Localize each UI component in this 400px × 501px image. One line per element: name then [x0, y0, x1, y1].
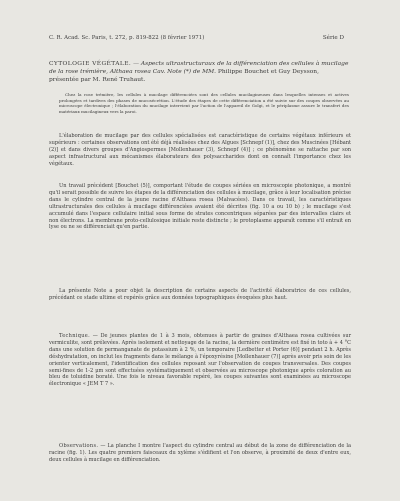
paragraph-text: Un travail précédent [Bouchet (5)], comportant l'étude de coupes sériées en microscopie photonique, a montré qu'il serait possible de suivre les étapes de la différenciation des cellules à mucilage, grâce à leur localisation précise dans le cylindre central de la jeune racine d'Althaea rosea (Malvacées). Dans ce travail, les caractéristiques ultrastructurales des cellules à mucilage différenciées avaient été décrites (fig. 10 a ou 10 b) ; le mucilage s'est accumulé dans l'espace cellulaire initial sous forme de strates concentriques séparées par des intervalles clairs et non électrons. La membrane proto-cellulosique initiale reste distincte ; le protoplasme apparaît comme s'il entrait en lyse ou ne se différenciait qu'en partie.: [49, 183, 351, 231]
paragraph-text: [49, 333, 351, 388]
paragraph-body: — La planche I montre l'aspect du cylindre central au début de la zone de différenciation de la racine (fig. 1). Les quatre premiers faisceaux du xylème s'édifient et l'on observe, à proximité de deux d'entre eux, deux cellules à mucilage en différenciation.: [49, 443, 351, 463]
abstract-text: Chez la rose trémière, les cellules à mucilage différenciées sont des cellules mucilagineuses dans lesquelles intenses et actives prolongées et tardives des phases de mucosécrétion. L'étude des étapes de cette différenciation a été suivie sur des coupes observées au microscope électronique ; l'élaboration du mucilage intervient par l'action de l'appareil de Golgi, et le périplasme assure le transfert des matériaux mucilagineux vers la paroi.: [59, 92, 349, 114]
paragraph-previous-work: [49, 183, 351, 233]
journal-citation: C. R. Acad. Sc. Paris, t. 272, p. 819-822 (8 février 1971): [49, 35, 205, 41]
paragraph-purpose: [49, 288, 351, 304]
paragraph-text: La présente Note a pour objet la description de certains aspects de l'activité élaboratrice de ces cellules, précédant ce stade ultime et repérés grâce aux données topographiques évoquées plus haut.: [49, 288, 351, 301]
series-label: Série D: [322, 35, 344, 41]
paragraph-observations: [49, 443, 351, 466]
abstract: [59, 92, 349, 114]
paragraph-body: — De jeunes plantes de 1 à 3 mois, obtenues à partir de graines d'Althaea rosea cultivées sur vermiculite, sont prélevées. Après isolement et nettoyage de la racine, la dernière centimètre est fixé in toto à + 4 °C dans une solution de permanganate de potassium à 2 %, un temporaire [Ledbetter et Porter (6)] pendant 2 h. Après déshydratation, on inclut les fragments dans le mélange à l'époxyrésine [Mollenhauer (7)] après avoir pris soin de les orienter verticalement, l'identification des cellules reposant sur l'observation de coupes transversales. Des coupes semi-fines de 1-2 μm sont effectuées systématiquement et observées au microscope photonique après coloration au bleu de toluidine boraté. Une fois le niveau favorable repéré, les coupes suivantes sont examinées au microscope électronique « JEM T 7 ».: [49, 333, 351, 388]
article-authors: Philippe Bouchet et Guy Deysson, présentée par M. René Truhaut.: [49, 69, 319, 84]
paragraph-intro: [49, 133, 351, 170]
paragraph-text: L'élaboration de mucilage par des cellules spécialisées est caractéristique de certains végétaux inférieurs et supérieurs : certaines observations ont été déjà réalisées chez des Algues [Schnepf (1)], chez des Muscinées [Hébant (2)] et dans divers groupes d'Angiospermes [Mollenhauer (3), Schnepf (4)] ; ce phénomène se rattache par son aspect infrastructural aux mécanismes élaborateurs des polysaccharides dont on connaît l'importance chez les végétaux.: [49, 133, 351, 167]
article-title: — Aspects ultrastructuraux de la différenciation des cellules à mucilage de la rose trémière, Althaea rosea Cav. Note (*) de MM.: [49, 61, 349, 76]
paragraph-text: [49, 443, 351, 464]
article-category: CYTOLOGIE VÉGÉTALE.: [49, 61, 132, 67]
article-title-block: [49, 60, 349, 85]
section-heading: Technique.: [59, 333, 90, 339]
paragraph-technique: [49, 333, 351, 390]
section-heading: Observations.: [59, 443, 99, 449]
